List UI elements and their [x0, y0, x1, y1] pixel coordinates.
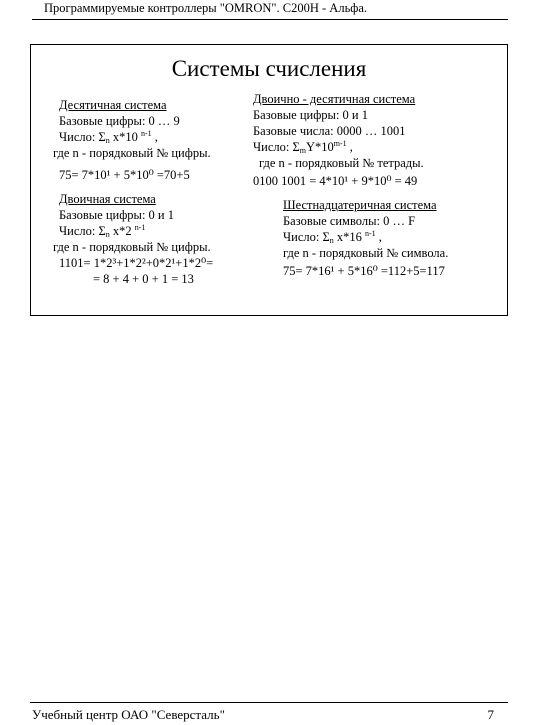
hex-heading: Шестнадцатеричная система [283, 198, 437, 212]
binary-decimal-block [253, 91, 424, 189]
decimal-digits: Базовые цифры: 0 … 9 [59, 114, 180, 128]
binary-decimal-number-formula: Число: $\Sigma_mY*10^{m-1}$ , [253, 139, 353, 155]
binary-number-formula: Число: $\Sigma_n$ x*2 $^{n-1}$ [59, 223, 146, 239]
decimal-example: 75= 7*10¹ + 5*10⁰ =70+5 [59, 168, 190, 182]
hex-symbols: Базовые символы: 0 … F [283, 214, 416, 228]
binary-heading: Двоичная система [59, 192, 156, 206]
binary-where: где n - порядковый № цифры. [53, 240, 211, 254]
footer-organization: Учебный центр ОАО "Северсталь" [32, 707, 225, 722]
decimal-where: где n - порядковый № цифры. [53, 146, 211, 160]
header-text: Программируемые контроллеры "OMRON". C200H - Альфа. [44, 1, 368, 15]
binary-block [53, 191, 214, 287]
hex-block [283, 197, 448, 279]
binary-decimal-numbers: Базовые числа: 0000 … 1001 [253, 124, 406, 138]
page-header [32, 0, 508, 20]
hex-example: 75= 7*16¹ + 5*16⁰ =112+5=117 [283, 264, 445, 278]
page-number: 7 [487, 707, 494, 722]
slide-title: Системы счисления [171, 56, 367, 81]
slide-frame [30, 44, 508, 316]
binary-digits: Базовые цифры: 0 и 1 [59, 208, 174, 222]
decimal-number-formula: Число: $\Sigma_n$ x*10 $^{n-1}$ , [59, 129, 158, 145]
binary-decimal-heading: Двоично - десятичная система [253, 92, 416, 106]
decimal-heading: Десятичная система [59, 98, 167, 112]
binary-decimal-where: где n - порядковый № тетрады. [259, 156, 424, 170]
hex-where: где n - порядковый № символа. [283, 246, 449, 260]
decimal-block [53, 97, 211, 183]
binary-example-line2: = 8 + 4 + 0 + 1 = 13 [93, 272, 194, 286]
binary-example-line1: 1101= 1*2³+1*2²+0*2¹+1*2⁰= [59, 256, 214, 270]
binary-decimal-digits: Базовые цифры: 0 и 1 [253, 108, 368, 122]
hex-number-formula: Число: $\Sigma_n$ x*16 $^{n-1}$ , [283, 229, 382, 245]
binary-decimal-example: 0100 1001 = 4*10¹ + 9*10⁰ = 49 [253, 174, 418, 188]
